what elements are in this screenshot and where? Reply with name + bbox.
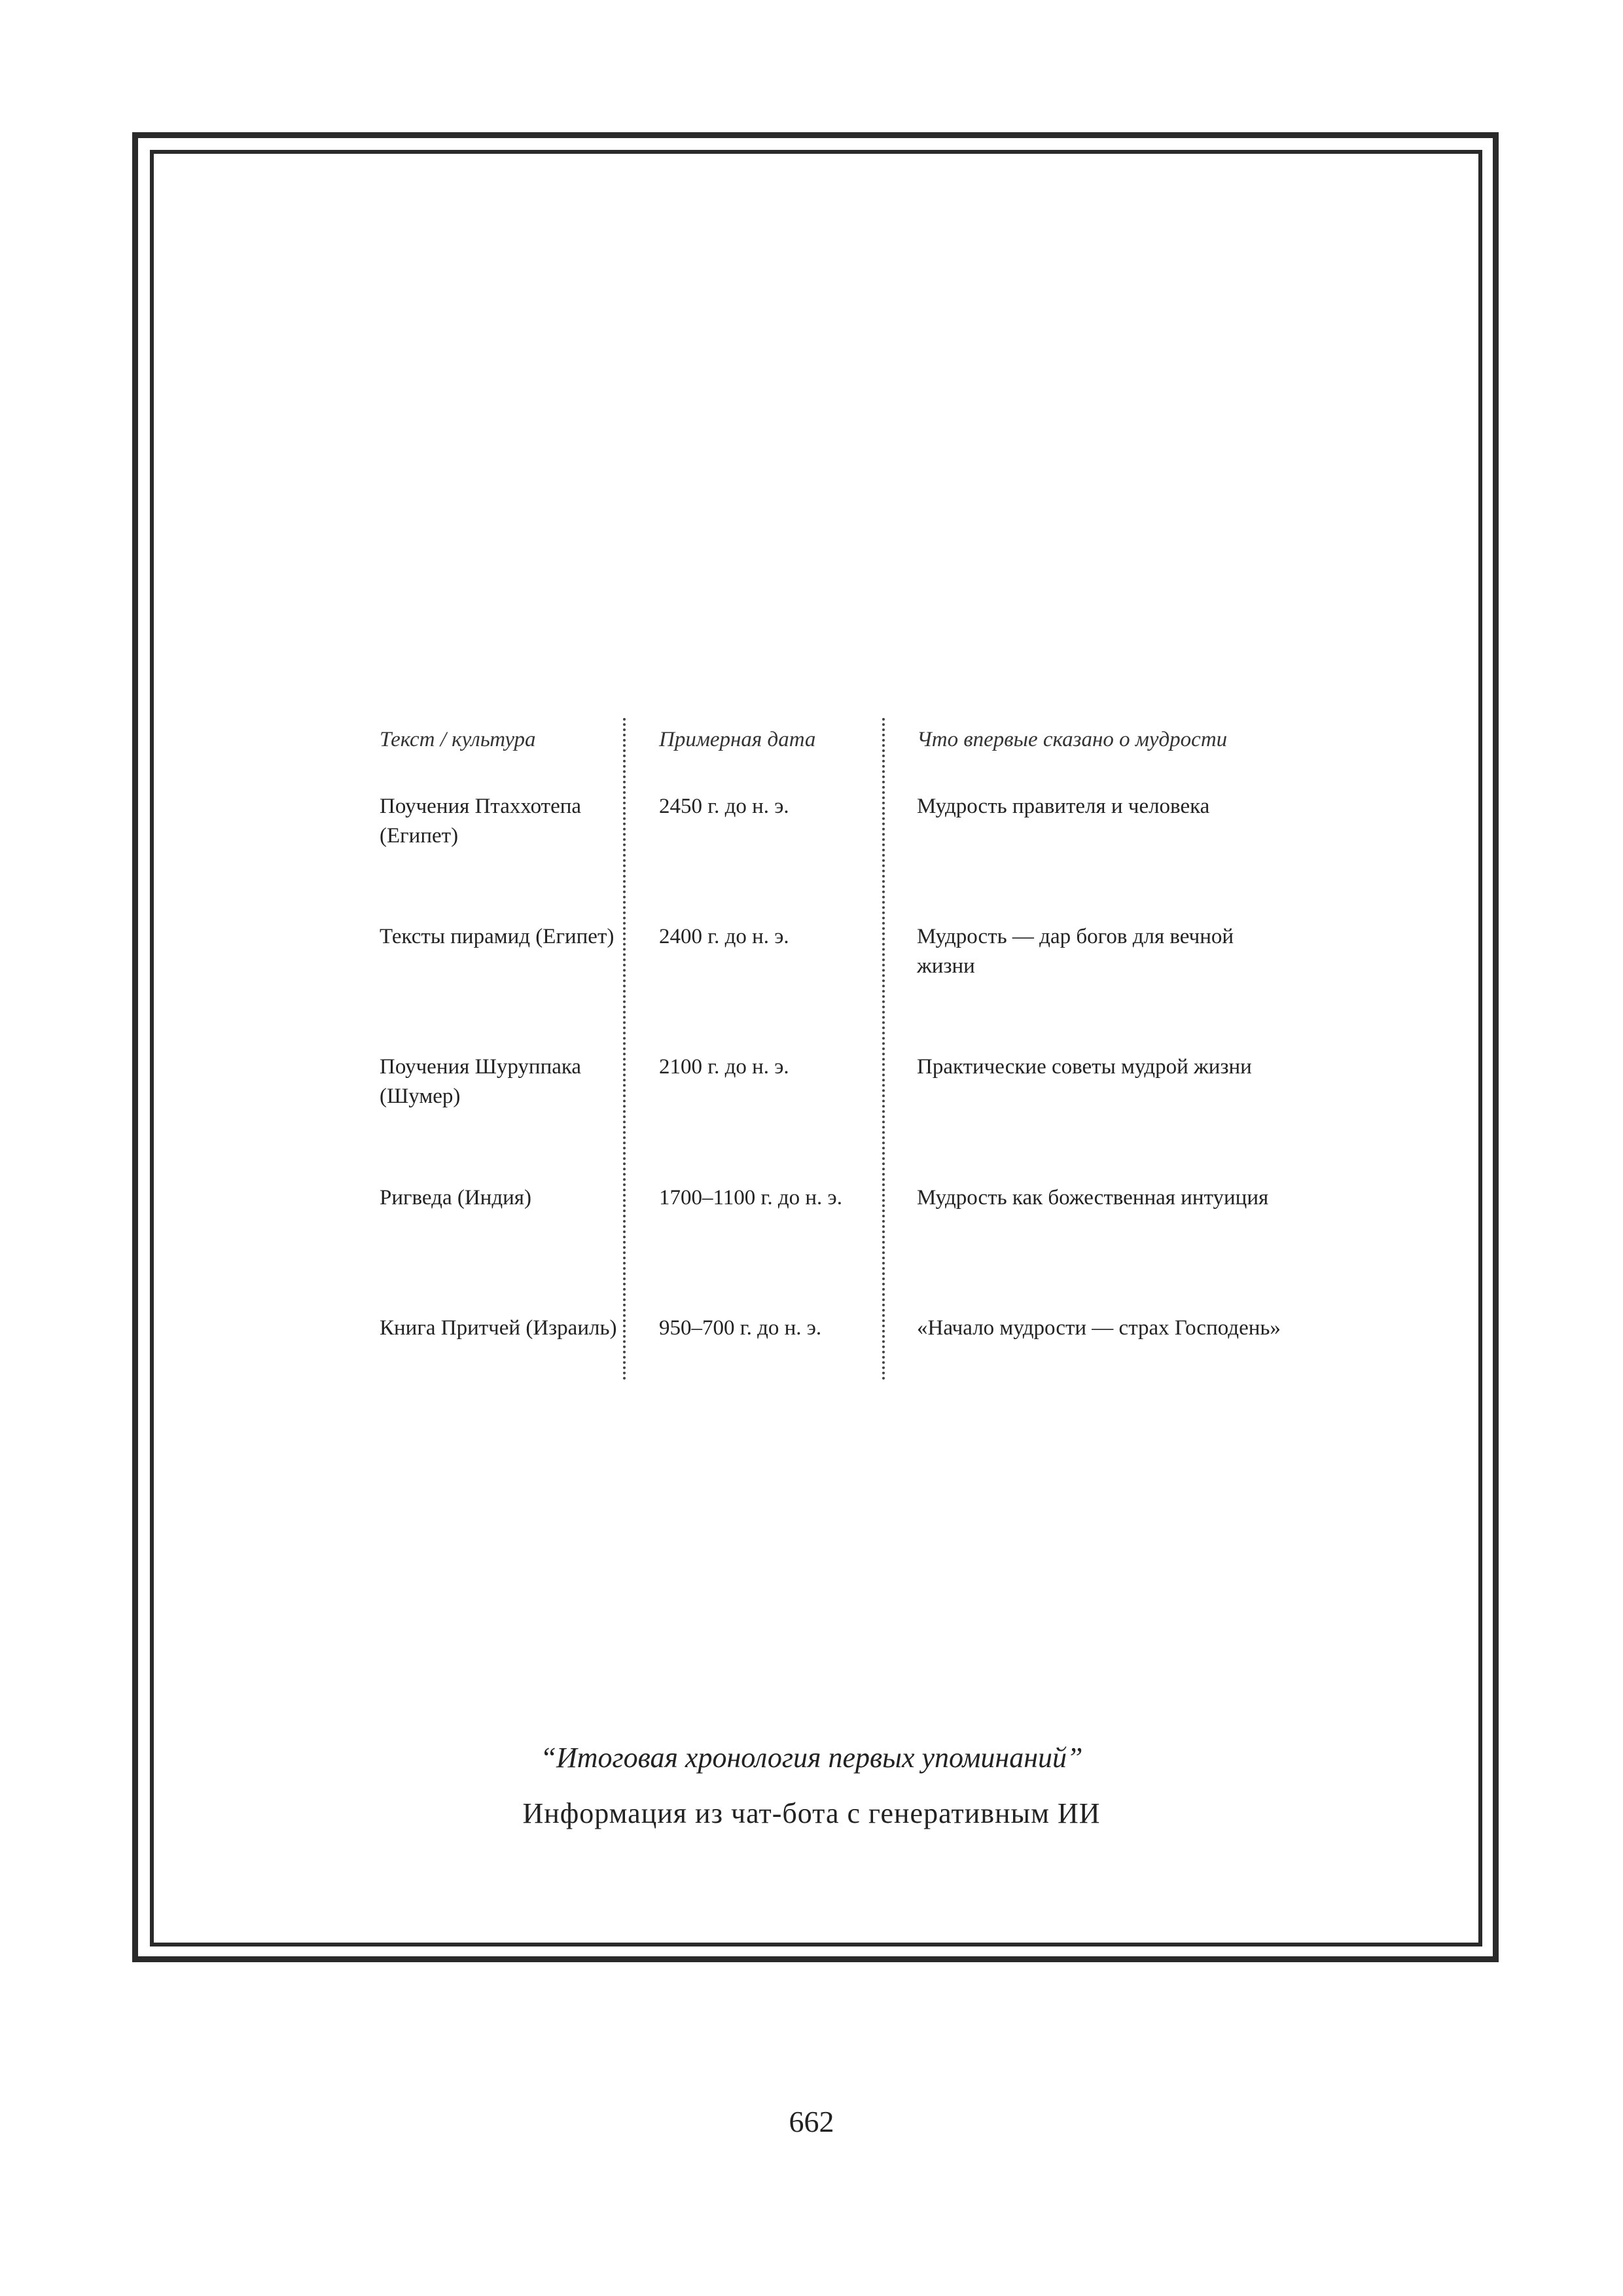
header-date: Примерная дата xyxy=(659,728,816,751)
row-wisdom: Практические советы мудрой жизни xyxy=(917,1055,1252,1079)
header-text-culture: Текст / культура xyxy=(380,728,536,751)
row-wisdom: Мудрость правителя и человека xyxy=(917,795,1210,818)
row-date: 950–700 г. до н. э. xyxy=(659,1316,822,1340)
caption-title: “Итоговая хронология первых упоминаний” xyxy=(540,1742,1083,1774)
header-wisdom: Что впервые сказано о мудрости xyxy=(917,728,1228,751)
column-divider xyxy=(623,718,626,1380)
row-text: Ригведа (Индия) xyxy=(380,1186,531,1210)
row-text: Поучения Шуруппака (Шумер) xyxy=(380,1055,582,1108)
row-text: Поучения Птаххотепа (Египет) xyxy=(380,795,582,848)
row-text: Книга Притчей (Израиль) xyxy=(380,1316,617,1340)
row-date: 1700–1100 г. до н. э. xyxy=(659,1186,842,1210)
row-wisdom: Мудрость как божественная интуиция xyxy=(917,1186,1269,1210)
row-wisdom: Мудрость — дар богов для вечной жизни xyxy=(917,925,1234,978)
column-divider xyxy=(882,718,885,1380)
caption-subtitle: Информация из чат-бота с генеративным ИИ xyxy=(522,1797,1101,1829)
row-date: 2400 г. до н. э. xyxy=(659,925,789,948)
row-text: Тексты пирамид (Египет) xyxy=(380,925,615,948)
row-date: 2100 г. до н. э. xyxy=(659,1055,789,1079)
page-frame-inner xyxy=(150,150,1482,1946)
page-number: 662 xyxy=(789,2105,834,2138)
row-wisdom: «Начало мудрости — страх Господень» xyxy=(917,1316,1281,1340)
row-date: 2450 г. до н. э. xyxy=(659,795,789,818)
